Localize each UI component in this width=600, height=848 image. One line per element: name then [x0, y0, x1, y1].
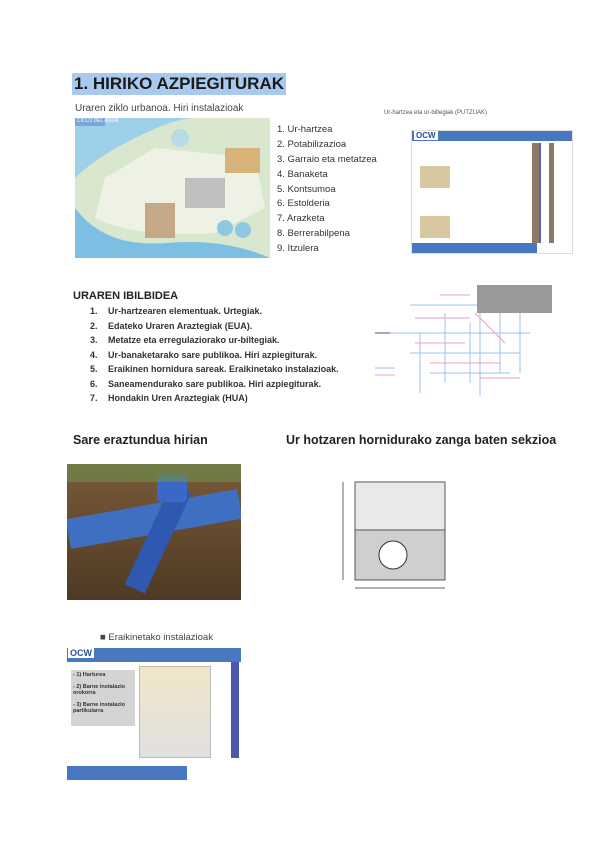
list-item: 3. Metatze eta erregulaziorako ur-biltegiak. — [90, 335, 280, 345]
list-item: 4. Ur-banaketarako sare publikoa. Hiri azpiegiturak. — [90, 349, 318, 360]
network-diagram — [370, 283, 555, 396]
list-item: 6. Saneamendurako sare publikoa. Hiri azpiegiturak. — [90, 378, 322, 389]
well-slide-image — [411, 130, 573, 254]
list-item: 4. Banaketa — [277, 169, 328, 180]
well-caption: Ur-hartzea eta ur-biltegiak (PUTZUAK) — [384, 110, 488, 116]
trench-heading: Ur hotzaren hornidurako zanga baten sekzioa — [286, 433, 557, 447]
list-item: 9. Itzulera — [277, 243, 319, 254]
list-item: 7. Hondakin Uren Araztegiak (HUA) — [90, 393, 248, 403]
list-item: 7. Arazketa — [277, 213, 325, 224]
list-item: 2. Potabilizazioa — [277, 139, 347, 150]
slide-item: - 1) Harturea — [73, 672, 106, 678]
slide-item: - 3) Barne instalazio partikularra — [73, 702, 125, 714]
ocw-logo: OCW — [70, 648, 92, 658]
list-item: 1. Ur-hartzea — [277, 124, 333, 135]
cycle-subtitle: Uraren ziklo urbanoa. Hiri instalazioak — [75, 103, 244, 114]
ring-network-heading: Sare eraztundua hirian — [73, 433, 208, 447]
list-item: 5. Eraikinen hornidura sareak. Eraikinetako instalazioak. — [90, 364, 339, 374]
slide-item: - 2) Barne instalazio orokorra — [73, 684, 125, 696]
ocw-logo: OCW — [416, 131, 436, 140]
list-item: 5. Kontsumoa — [277, 184, 336, 195]
bullet-icon: ■ — [100, 632, 106, 643]
buildings-bullet: ■ Eraikinetako instalazioak — [100, 632, 213, 643]
list-item: 8. Berrerabilpena — [277, 228, 350, 239]
pipe-photo — [67, 464, 241, 600]
list-item: 2. Edateko Uraren Araztegiak (EUA). — [90, 320, 253, 331]
list-item: 6. Estolderia — [277, 198, 330, 209]
urban-water-cycle-image — [75, 118, 270, 258]
page-title: 1. HIRIKO AZPIEGITURAK — [74, 74, 284, 93]
path-heading: URAREN IBILBIDEA — [73, 290, 179, 302]
list-item: 1. Ur-hartzearen elementuak. Urtegiak. — [90, 306, 263, 316]
building-installations-slide — [67, 648, 241, 780]
image-label: CICLO DEL AGUA — [77, 118, 119, 124]
list-item: 3. Garraio eta metatzea — [277, 154, 377, 165]
trench-section-drawing — [335, 480, 470, 595]
